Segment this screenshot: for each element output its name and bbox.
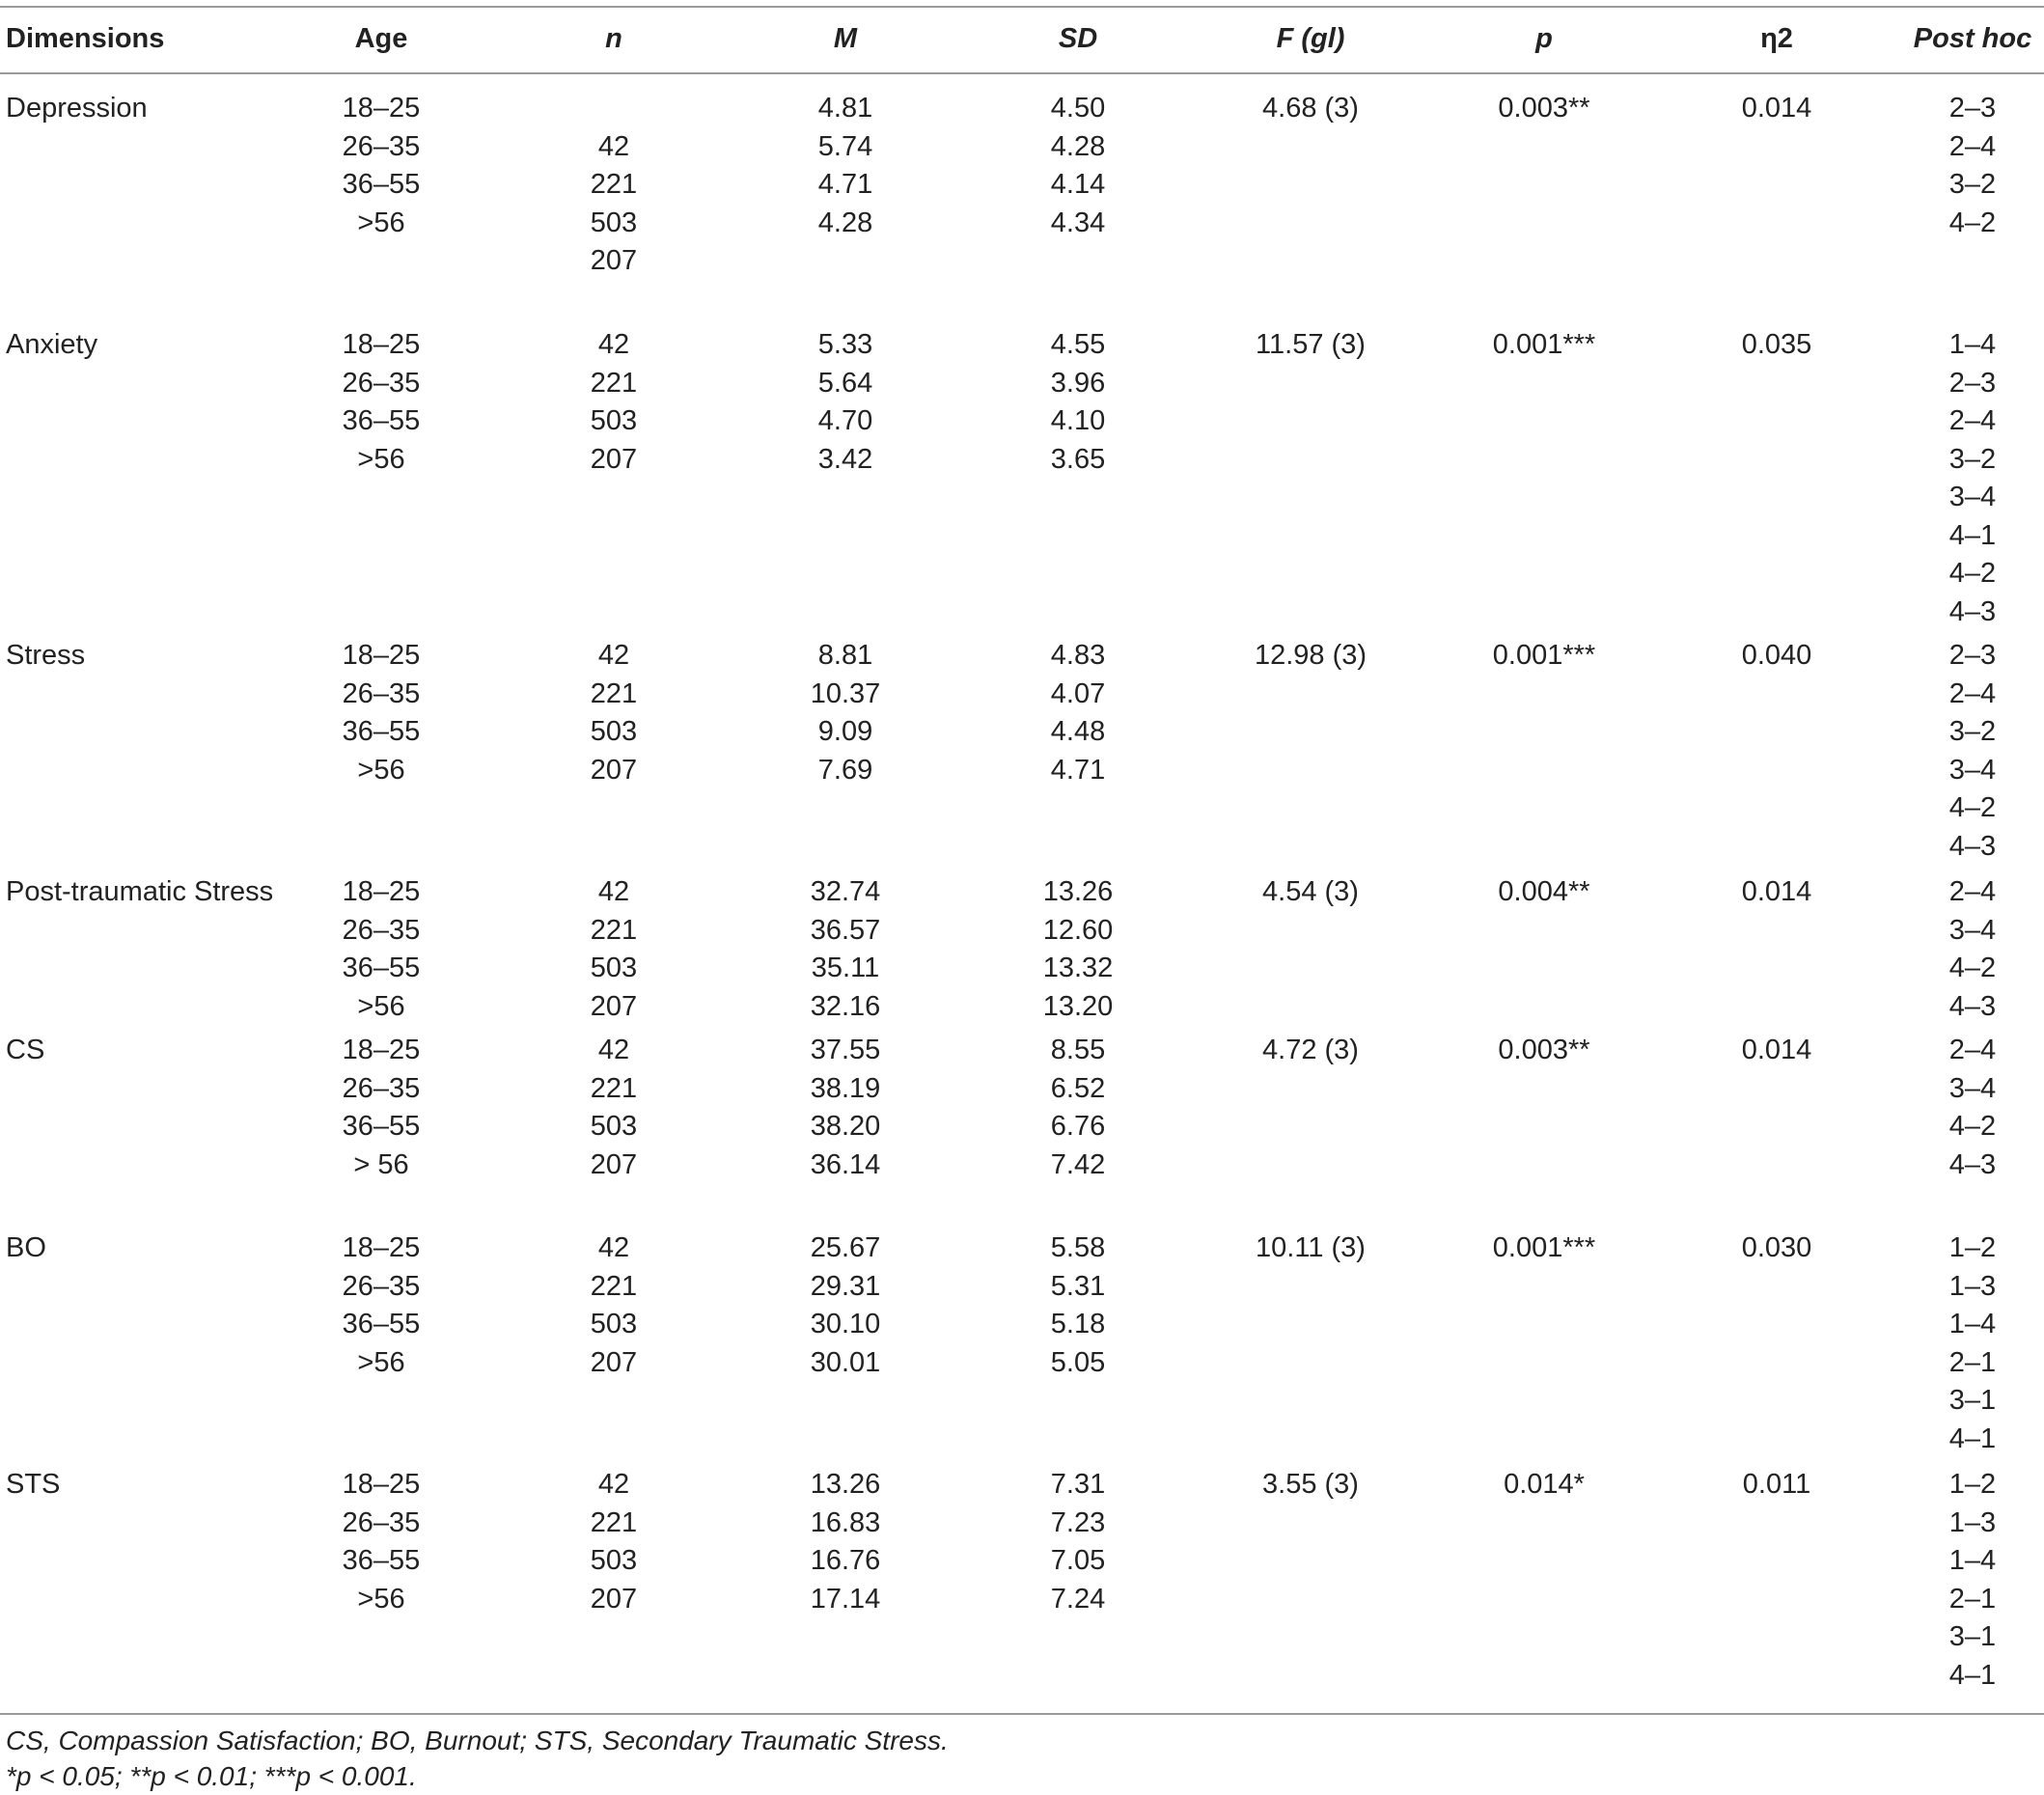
- sd-cell: 7.23: [1050, 1506, 1106, 1538]
- header-rule: [0, 72, 2044, 74]
- sd-cell: 6.76: [1050, 1111, 1106, 1142]
- n-cell: 207: [590, 1583, 638, 1615]
- post-hoc-cell: 1–2: [1948, 1469, 1997, 1500]
- age-cell: 18–25: [342, 1469, 421, 1500]
- mean-cell: 4.71: [817, 169, 873, 200]
- dimension-label: Post-traumatic Stress: [6, 876, 274, 907]
- sd-cell: 4.83: [1050, 640, 1106, 671]
- post-hoc-cell: 3–2: [1948, 716, 1997, 747]
- post-hoc-cell: 2–1: [1948, 1346, 1997, 1378]
- post-hoc-cell: 2–3: [1948, 93, 1997, 124]
- post-hoc-cell: 2–3: [1948, 367, 1997, 399]
- age-cell: 18–25: [342, 93, 421, 124]
- mean-cell: 36.57: [810, 914, 881, 946]
- n-cell: 503: [590, 716, 638, 747]
- post-hoc-cell: 4–1: [1948, 1422, 1997, 1454]
- header-n: n: [605, 23, 622, 54]
- sd-cell: 4.71: [1050, 754, 1106, 786]
- header-sd: SD: [1058, 23, 1098, 54]
- p-cell: 0.001***: [1492, 640, 1596, 671]
- f-cell: 10.11 (3): [1256, 1232, 1366, 1263]
- n-cell: 207: [590, 754, 638, 786]
- eta-squared-cell: 0.014: [1741, 876, 1812, 907]
- post-hoc-cell: 4–2: [1948, 792, 1997, 823]
- n-cell: 207: [590, 1346, 638, 1378]
- n-cell: 221: [590, 169, 638, 200]
- mean-cell: 38.20: [810, 1111, 881, 1142]
- post-hoc-cell: 2–4: [1948, 1035, 1997, 1065]
- n-cell: 42: [597, 130, 630, 162]
- post-hoc-cell: 3–1: [1948, 1385, 1997, 1416]
- n-cell: 221: [590, 1072, 638, 1104]
- mean-cell: 35.11: [811, 953, 880, 983]
- age-cell: 18–25: [342, 876, 421, 907]
- age-cell: >56: [357, 1346, 405, 1378]
- n-cell: 42: [597, 1469, 630, 1500]
- n-cell: 503: [590, 1309, 638, 1339]
- n-cell: 503: [590, 207, 638, 238]
- age-cell: 18–25: [342, 640, 421, 671]
- sd-cell: 13.20: [1042, 990, 1114, 1022]
- mean-cell: 36.14: [810, 1148, 881, 1180]
- post-hoc-cell: 4–3: [1948, 990, 1997, 1022]
- n-cell: 207: [590, 1148, 638, 1180]
- post-hoc-cell: 3–2: [1948, 443, 1997, 475]
- age-cell: 36–55: [342, 1111, 421, 1142]
- sd-cell: 7.31: [1050, 1469, 1106, 1500]
- age-cell: 18–25: [342, 1035, 421, 1065]
- post-hoc-cell: 3–4: [1948, 1072, 1997, 1104]
- post-hoc-cell: 2–3: [1948, 640, 1997, 671]
- mean-cell: 3.42: [817, 443, 873, 475]
- n-cell: 221: [590, 677, 638, 709]
- age-cell: 26–35: [342, 367, 421, 399]
- n-cell: 42: [597, 876, 630, 907]
- age-cell: >56: [357, 1583, 405, 1615]
- f-cell: 3.55 (3): [1262, 1469, 1359, 1500]
- mean-cell: 8.81: [817, 640, 873, 671]
- sd-cell: 6.52: [1050, 1072, 1106, 1104]
- age-cell: 36–55: [342, 169, 421, 200]
- mean-cell: 5.64: [817, 367, 873, 399]
- age-cell: 26–35: [342, 914, 421, 946]
- age-cell: 26–35: [342, 1506, 421, 1538]
- footnote-significance: *p < 0.05; **p < 0.01; ***p < 0.001.: [6, 1761, 417, 1791]
- n-cell: 42: [597, 1232, 630, 1263]
- age-cell: 26–35: [342, 1072, 421, 1104]
- eta-squared-cell: 0.014: [1741, 93, 1812, 124]
- post-hoc-cell: 4–3: [1948, 595, 1997, 627]
- age-cell: >56: [357, 990, 405, 1022]
- dimension-label: CS: [6, 1035, 45, 1065]
- post-hoc-cell: 2–4: [1948, 405, 1997, 436]
- dimension-label: STS: [6, 1469, 61, 1500]
- sd-cell: 4.50: [1050, 93, 1106, 124]
- n-cell: 503: [590, 953, 638, 983]
- sd-cell: 7.42: [1050, 1148, 1106, 1180]
- mean-cell: 10.37: [810, 677, 881, 709]
- f-cell: 4.72 (3): [1262, 1035, 1359, 1065]
- post-hoc-cell: 4–2: [1948, 1111, 1997, 1142]
- eta-squared-cell: 0.040: [1741, 640, 1812, 671]
- sd-cell: 5.58: [1050, 1232, 1106, 1263]
- post-hoc-cell: 1–4: [1948, 1545, 1997, 1576]
- sd-cell: 4.48: [1050, 716, 1106, 747]
- post-hoc-cell: 2–4: [1948, 677, 1997, 709]
- table-bottom-rule: [0, 1713, 2044, 1715]
- mean-cell: 32.16: [810, 990, 881, 1022]
- mean-cell: 30.10: [810, 1309, 881, 1339]
- n-cell: 42: [597, 329, 630, 360]
- post-hoc-cell: 4–2: [1948, 953, 1997, 983]
- mean-cell: 16.83: [810, 1506, 881, 1538]
- dimension-label: Stress: [6, 640, 86, 671]
- sd-cell: 13.32: [1042, 953, 1114, 983]
- post-hoc-cell: 3–2: [1948, 169, 1997, 200]
- age-cell: 26–35: [342, 1270, 421, 1302]
- age-cell: 26–35: [342, 677, 421, 709]
- post-hoc-cell: 1–4: [1948, 1309, 1997, 1339]
- mean-cell: 13.26: [810, 1469, 881, 1500]
- p-cell: 0.014*: [1504, 1469, 1585, 1500]
- sd-cell: 4.34: [1050, 207, 1106, 238]
- post-hoc-cell: 1–3: [1948, 1506, 1997, 1538]
- mean-cell: 17.14: [810, 1583, 881, 1615]
- sd-cell: 13.26: [1042, 876, 1114, 907]
- sd-cell: 8.55: [1050, 1035, 1106, 1065]
- mean-cell: 30.01: [810, 1346, 881, 1378]
- age-cell: 36–55: [342, 953, 421, 983]
- header-eta-squared: η2: [1760, 23, 1793, 54]
- post-hoc-cell: 4–3: [1948, 830, 1997, 862]
- mean-cell: 32.74: [810, 876, 881, 907]
- eta-squared-cell: 0.014: [1741, 1035, 1812, 1065]
- mean-cell: 37.55: [810, 1035, 881, 1065]
- header-f: F (gl): [1276, 23, 1345, 54]
- sd-cell: 4.55: [1050, 329, 1106, 360]
- header-post-hoc: Post hoc: [1913, 23, 2032, 54]
- f-cell: 11.57 (3): [1256, 329, 1366, 360]
- post-hoc-cell: 1–4: [1948, 329, 1997, 360]
- mean-cell: 4.28: [817, 207, 873, 238]
- dimension-label: BO: [6, 1232, 46, 1263]
- p-cell: 0.003**: [1498, 93, 1590, 124]
- p-cell: 0.003**: [1498, 1035, 1590, 1065]
- n-cell: 221: [590, 367, 638, 399]
- n-cell: 221: [590, 914, 638, 946]
- mean-cell: 5.33: [817, 329, 873, 360]
- sd-cell: 4.14: [1050, 169, 1106, 200]
- p-cell: 0.001***: [1492, 1232, 1596, 1263]
- sd-cell: 5.31: [1050, 1270, 1106, 1302]
- eta-squared-cell: 0.030: [1741, 1232, 1812, 1263]
- header-mean: M: [833, 23, 858, 54]
- header-age: Age: [354, 23, 408, 54]
- post-hoc-cell: 3–4: [1948, 482, 1997, 512]
- sd-cell: 5.05: [1050, 1346, 1106, 1378]
- footnote-abbreviations: CS, Compassion Satisfaction; BO, Burnout; STS, Secondary Traumatic Stress.: [6, 1726, 949, 1755]
- mean-cell: 4.70: [817, 405, 873, 436]
- f-cell: 4.54 (3): [1262, 876, 1359, 907]
- post-hoc-cell: 2–4: [1948, 876, 1997, 907]
- age-cell: 36–55: [342, 1545, 421, 1576]
- dimension-label: Anxiety: [6, 329, 98, 360]
- table-top-rule: [0, 6, 2044, 8]
- n-cell: 42: [597, 640, 630, 671]
- post-hoc-cell: 1–3: [1948, 1270, 1997, 1302]
- sd-cell: 4.10: [1050, 405, 1106, 436]
- age-cell: 26–35: [342, 130, 421, 162]
- sd-cell: 12.60: [1042, 914, 1114, 946]
- age-cell: >56: [357, 443, 405, 475]
- mean-cell: 7.69: [817, 754, 873, 786]
- post-hoc-cell: 1–2: [1948, 1232, 1997, 1263]
- age-cell: >56: [357, 207, 405, 238]
- header-p: p: [1535, 23, 1553, 54]
- header-dimensions: Dimensions: [6, 23, 165, 54]
- post-hoc-cell: 4–1: [1948, 519, 1997, 551]
- sd-cell: 3.65: [1050, 443, 1106, 475]
- age-cell: 36–55: [342, 405, 421, 436]
- post-hoc-cell: 3–1: [1948, 1621, 1997, 1652]
- post-hoc-cell: 4–3: [1948, 1148, 1997, 1180]
- n-cell: 42: [597, 1035, 630, 1065]
- post-hoc-cell: 4–2: [1948, 207, 1997, 238]
- eta-squared-cell: 0.035: [1741, 329, 1812, 360]
- post-hoc-cell: 4–2: [1948, 558, 1997, 589]
- age-cell: 18–25: [342, 1232, 421, 1263]
- n-cell: 503: [590, 1545, 638, 1576]
- age-cell: >56: [357, 754, 405, 786]
- dimension-label: Depression: [6, 93, 148, 124]
- post-hoc-cell: 3–4: [1948, 754, 1997, 786]
- age-cell: > 56: [353, 1148, 409, 1180]
- sd-cell: 5.18: [1050, 1309, 1106, 1339]
- post-hoc-cell: 2–4: [1948, 130, 1997, 162]
- post-hoc-cell: 2–1: [1948, 1583, 1997, 1615]
- n-cell: 503: [590, 405, 638, 436]
- mean-cell: 29.31: [810, 1270, 881, 1302]
- mean-cell: 25.67: [810, 1232, 881, 1263]
- n-cell: 503: [590, 1111, 638, 1142]
- f-cell: 4.68 (3): [1262, 93, 1359, 124]
- age-cell: 36–55: [342, 1309, 421, 1339]
- mean-cell: 16.76: [810, 1545, 881, 1576]
- age-cell: 18–25: [342, 329, 421, 360]
- f-cell: 12.98 (3): [1254, 640, 1367, 671]
- mean-cell: 38.19: [810, 1072, 881, 1104]
- n-cell: 221: [590, 1506, 638, 1538]
- eta-squared-cell: 0.011: [1742, 1469, 1811, 1500]
- sd-cell: 7.24: [1050, 1583, 1106, 1615]
- mean-cell: 4.81: [817, 93, 873, 124]
- post-hoc-cell: 4–1: [1948, 1659, 1997, 1691]
- p-cell: 0.001***: [1492, 329, 1596, 360]
- p-cell: 0.004**: [1498, 876, 1590, 907]
- mean-cell: 9.09: [817, 716, 873, 747]
- n-cell: 207: [590, 245, 638, 276]
- sd-cell: 7.05: [1050, 1545, 1106, 1576]
- n-cell: 207: [590, 443, 638, 475]
- post-hoc-cell: 3–4: [1948, 914, 1997, 946]
- n-cell: 221: [590, 1270, 638, 1302]
- n-cell: 207: [590, 990, 638, 1022]
- sd-cell: 4.28: [1050, 130, 1106, 162]
- age-cell: 36–55: [342, 716, 421, 747]
- sd-cell: 4.07: [1050, 677, 1106, 709]
- mean-cell: 5.74: [817, 130, 873, 162]
- sd-cell: 3.96: [1050, 367, 1106, 399]
